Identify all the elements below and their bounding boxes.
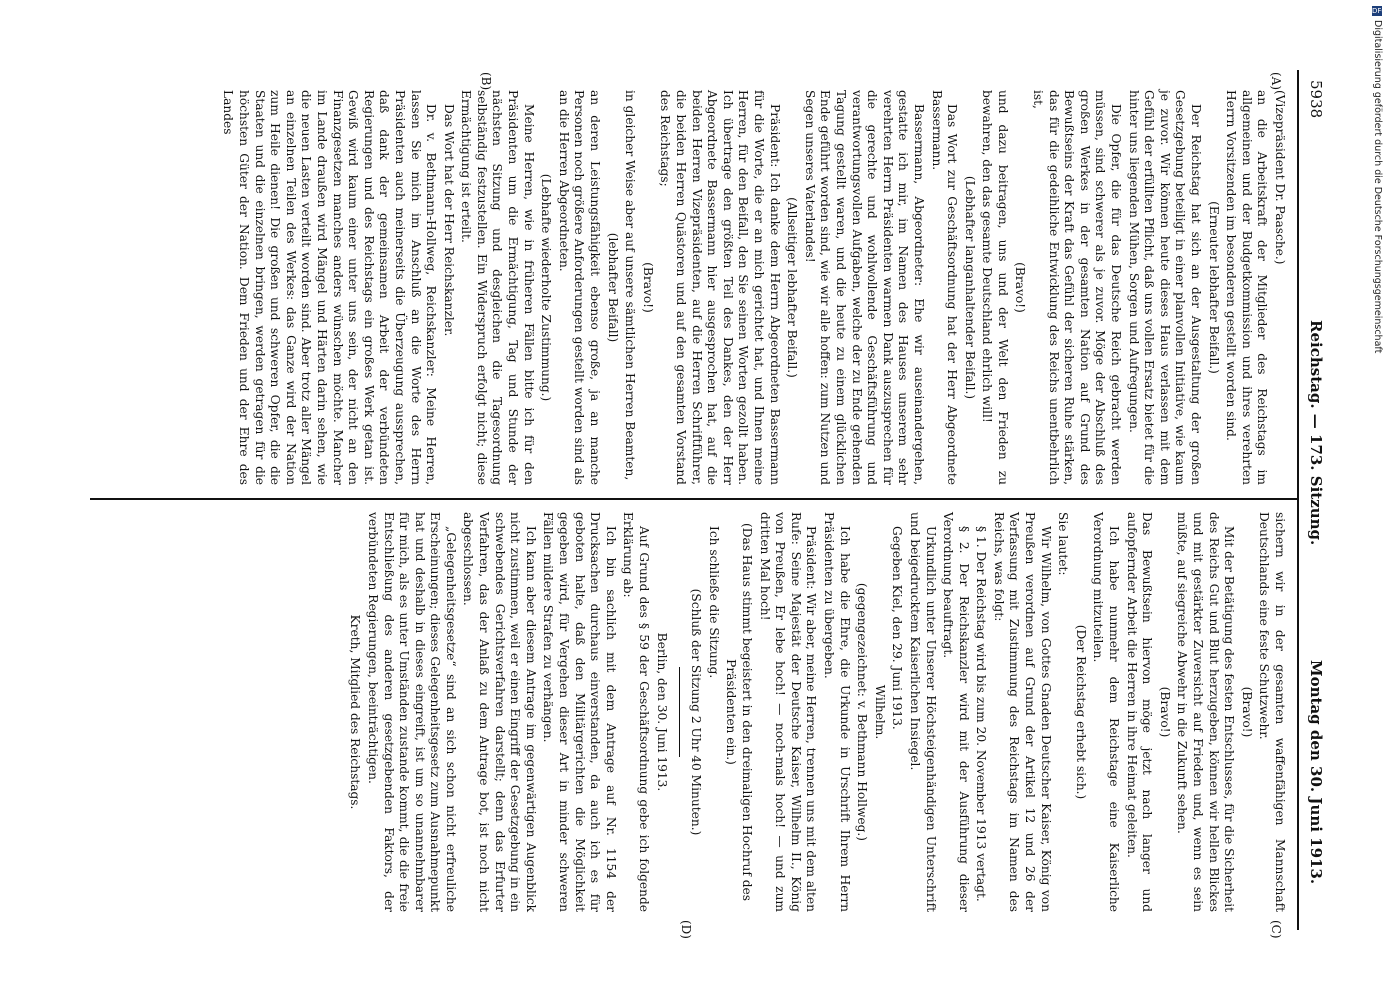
margin-mark-d: (D) [679, 920, 693, 939]
reaction: (Bravo!) [1157, 686, 1172, 738]
decree-signature: Wilhelm. [872, 684, 887, 740]
paragraph: Das Wort hat der Herr Reichskanzler. [441, 104, 456, 337]
digitization-credit: Digitalisierung gefördert durch die Deutsche Forschungsgemeinschaft [1372, 20, 1383, 354]
paragraph: Ich schließe die Sitzung. [706, 526, 721, 679]
margin-mark-c: (C) [1269, 920, 1283, 939]
margin-mark-b: (B) [479, 72, 493, 91]
paragraph: Der Reichstag hat sich an der Ausgestaltung der großen Gesetzgebung beteiligt in einer planvollen Initiative, wie kaum je zuvor. Wir können heute dieses Haus verlassen mit dem Gefühl der erfüllten Pflicht, daß uns vollen Ersatz bietet für die hinter uns liegenden Mühen, Sorgen und Aufregungen. [1126, 90, 1204, 485]
left-text-column [90, 90, 1287, 485]
decree-preamble: Wir Wilhelm, von Gottes Gnaden Deutscher Kaiser, König von Preußen verordnen auf Grund der Artikel 12 und 26 der Verfassung mit Zustimmung des Reichstags im Namen des Reichs, was folgt: [991, 512, 1053, 912]
paragraph: an die Arbeitskraft der Mitglieder des Reichstags im allgemeinen und der Budgetkommission und ihres verehrten Herrn Vorsitzenden im besonderen gestellt worden sind. [1224, 90, 1270, 485]
paragraph: und dazu beitragen, uns und der Welt den Frieden zu bewahren, den das gesamte Deutschland ehrlich will! [980, 90, 1010, 485]
paragraph: Sie lautet: [1056, 512, 1071, 576]
page-number: 5938 [1307, 80, 1325, 119]
reaction: (Bravo!) [640, 262, 655, 313]
dfg-logo: DFG [1372, 7, 1387, 15]
margin-mark-a: (A) [1269, 72, 1283, 91]
paragraph: an deren Leistungsfähigkeit ebenso große, ja an manche Personen noch größere Anforderungen gestellt worden sind als an die Herren Abgeordneten. [556, 90, 603, 485]
paragraph: in gleicher Weise aber auf unsere sämtlichen Herren Beamten, [623, 90, 638, 481]
decree-section-2: § 2. Der Reichskanzler wird mit der Ausführung dieser Verordnung beauftragt. [941, 512, 971, 912]
signature-kreth: Kreth, Mitglied des Reichstags. [348, 614, 363, 810]
reaction: (lebhafter Beifall) [605, 232, 620, 343]
paragraph: Mit der Betätigung des festen Entschlusses, für die Sicherheit des Reichs Gut und Blut herzugeben, können wir hellen Blickes und mit gestärkter Zuversicht auf Frieden und, wenn es sein müßte, auf siegreiche Abwehr in die Zukunft sehen. [1175, 512, 1237, 912]
paragraph: Ich kann aber diesem Antrage im gegenwärtigen Augenblick nicht zustimmen, weil er einen Eingriff der Gesetzgebung in ein schwebendes Gerichtsverfahren darstellt; denn das Erfurter Verfahren, das der Anlaß zu dem Antrage bot, ist noch nicht abgeschlossen. [461, 512, 538, 912]
speech-reichskanzler: Dr. v. Bethmann-Hollweg, Reichskanzler: Meine Herren, lassen Sie mich im Anschluß an die Worte des Herrn Präsidenten auch meinerseits die Überzeugung aussprechen, daß dank der gemeinsamen Arbeit der verbündeten Regierungen und des Reichstags ein großes Werk getan ist. Gewiß wird kaum einer unter uns sein, der nicht an den Finanzgesetzen manches anders wünschen möchte. Mancher im Lande draußen wird Mängel und Härten darin sehen, wie die neuen Lasten verteilt worden sind. Aber trotz aller Mängel an einzelnen Teilen des Werkes: das Ganze wird der Nation zum Heile dienen! Die großen und schweren Opfer, die die Staaten und die einzelnen bringen, werden getragen für die höchsten Güter der Nation. Dem Frieden und der Ehre des Landes [221, 90, 439, 485]
reaction: (Bravo!) [1013, 262, 1028, 313]
reaction: (Lebhafte wiederholte Zustimmung.) [539, 173, 554, 402]
decree-countersignature: (gegengezeichnet: v. Bethmann Hollweg.) [855, 582, 870, 842]
column-divider [90, 498, 1299, 500]
header-left-title: Reichstag. — 173. Sitzung. [1307, 320, 1325, 546]
paragraph: „Gelegenheitsgesetze“ sind an sich schon nicht erfreuliche Erscheinungen; dieses Gelegenheitsgesetz zum Ausnahmepunkt hat und deshalb in dieses eingreift, ist um so unannehmbarer für mich, als es unter Umständen zustande kommt, die die freie Entschließung des anderen gesetzgebenden Faktors, der verbündeten Regierungen, beeinträchtigen. [365, 512, 458, 912]
reaction: (Das Haus stimmt begeistert in den dreimaligen Hochruf des Präsidenten ein.) [724, 522, 754, 902]
paragraph: Die Opfer, die für das Deutsche Reich gebracht werden müssen, sind schwerer als je zuvor. Möge der Abschluß des großen Werkes in der gesamten Nation auf Grund des Bewußtseins der Kraft das Gefühl der sicheren Ruhe stärken, das für die gedeihliche Entwicklung des Reichs unentbehrlich ist, [1031, 90, 1124, 485]
reaction: (Der Reichstag erhebt sich.) [1073, 624, 1088, 800]
paragraph: Ich habe nunmehr dem Reichstage eine Kaiserliche Verordnung mitzuteilen. [1091, 512, 1122, 912]
paragraph: Das Bewußtsein hiervon möge jetzt nach langer und aufopfernder Arbeit die Herren in ihre Heimat geleiten. [1124, 512, 1155, 912]
paragraph: Auf Grund des § 59 der Geschäftsordnung gebe ich folgende Erklärung ab: [621, 512, 652, 912]
paragraph: sichern wir in der gesamten waffenfähigen Mannschaft Deutschlands eine feste Schutzwehr. [1257, 512, 1287, 912]
header-right-title: Montag den 30. Juni 1913. [1307, 660, 1325, 885]
decree-section-1: § 1. Der Reichstag wird bis zum 20. November 1913 vertagt. [974, 526, 989, 902]
paragraph: Das Wort zur Geschäftsordnung hat der Herr Abgeordnete Bassermann. [929, 90, 960, 485]
paragraph: Meine Herren, wie in früheren Fällen bitte ich für den Präsidenten um die Ermächtigung, Tag und Stunde der nächsten Sitzung und desgleichen die Tagesordnung selbständig festzustellen. Ein Widerspruch erfolgt nicht; diese Ermächtigung ist erteilt. [459, 90, 536, 485]
dateline: Berlin, den 30. Juni 1913. [654, 632, 669, 792]
paragraph: Ich bin sachlich mit dem Antrage auf Nr. 1154 der Drucksachen durchaus einverstanden, da auch ich es für geboten halte, daß den Militärgerichten die Möglichkeit gegeben wird, für Vergehen dieser Art in minder schweren Fällen mildere Strafen zu verhängen. [541, 512, 618, 912]
paragraph: Ich habe die Ehre, die Urkunde in Urschrift Ihrem Herrn Präsidenten zu übergeben. [821, 512, 852, 912]
session-close: (Schluß der Sitzung 2 Uhr 40 Minuten.) [689, 588, 704, 836]
speaker-note: (Vizepräsident Dr. Paasche.) [1273, 90, 1287, 265]
speech-bassermann: Bassermann, Abgeordneter: Ehe wir auseinandergehen, gestatte ich mir, im Namen des Hauses unserem sehr verehrten Herrn Präsidenten warmen Dank auszusprechen für die gerechte und wohlwollende Geschäftsführung und verantwortungsvollen Aufgaben, welche der zu Ende gehenden Tagung gestellt waren, und die heute zu einem glücklichen Ende geführt worden sind, wie wir alle hoffen: zum Nutzen und Segen unseres Vaterlandes! [802, 90, 926, 485]
speech-president: Präsident: Ich danke dem Herrn Abgeordneten Bassermann für die Worte, die er an mich gerichtet hat, und Ihnen meine Herren, für den Beifall, den Sie seinen Worten gezollt haben. Ich übertrage den größten Teil des Dankes, den der Herr Abgeordnete Bassermann hier ausgesprochen hat, auf die beiden Herren Vizepräsidenten, auf die Herren Schriftführer, die beiden Herren Quästoren und auf den gesamten Vorstand des Reichstags; [658, 90, 782, 485]
decree-date: Gegeben Kiel, den 29. Juni 1913. [890, 526, 905, 730]
reaction: (Bravo!) [1239, 686, 1254, 738]
section-rule [679, 667, 680, 757]
reaction: (Lebhafter langanhaltender Beifall.) [962, 175, 977, 400]
running-header [1301, 70, 1325, 930]
speech-president: Präsident: Wir aber, meine Herren, trennen uns mit dem alten Rufe: Seine Majestät der Deutsche Kaiser, Wilhelm II., König von Preußen, Er lebe hoch! — noch-mals hoch! — und zum dritten Mal hoch! [757, 512, 819, 912]
reaction: (Erneuter lebhafter Beifall.) [1206, 201, 1221, 374]
decree-closing: Urkundlich unter Unserer Höchsteigenhändigen Unterschrift und beigedrucktem Kaiserlichen Insiegel. [907, 512, 938, 912]
reaction: (Allseitiger lebhafter Beifall.) [785, 197, 800, 378]
header-rule [1297, 70, 1299, 930]
right-text-column [90, 512, 1287, 912]
